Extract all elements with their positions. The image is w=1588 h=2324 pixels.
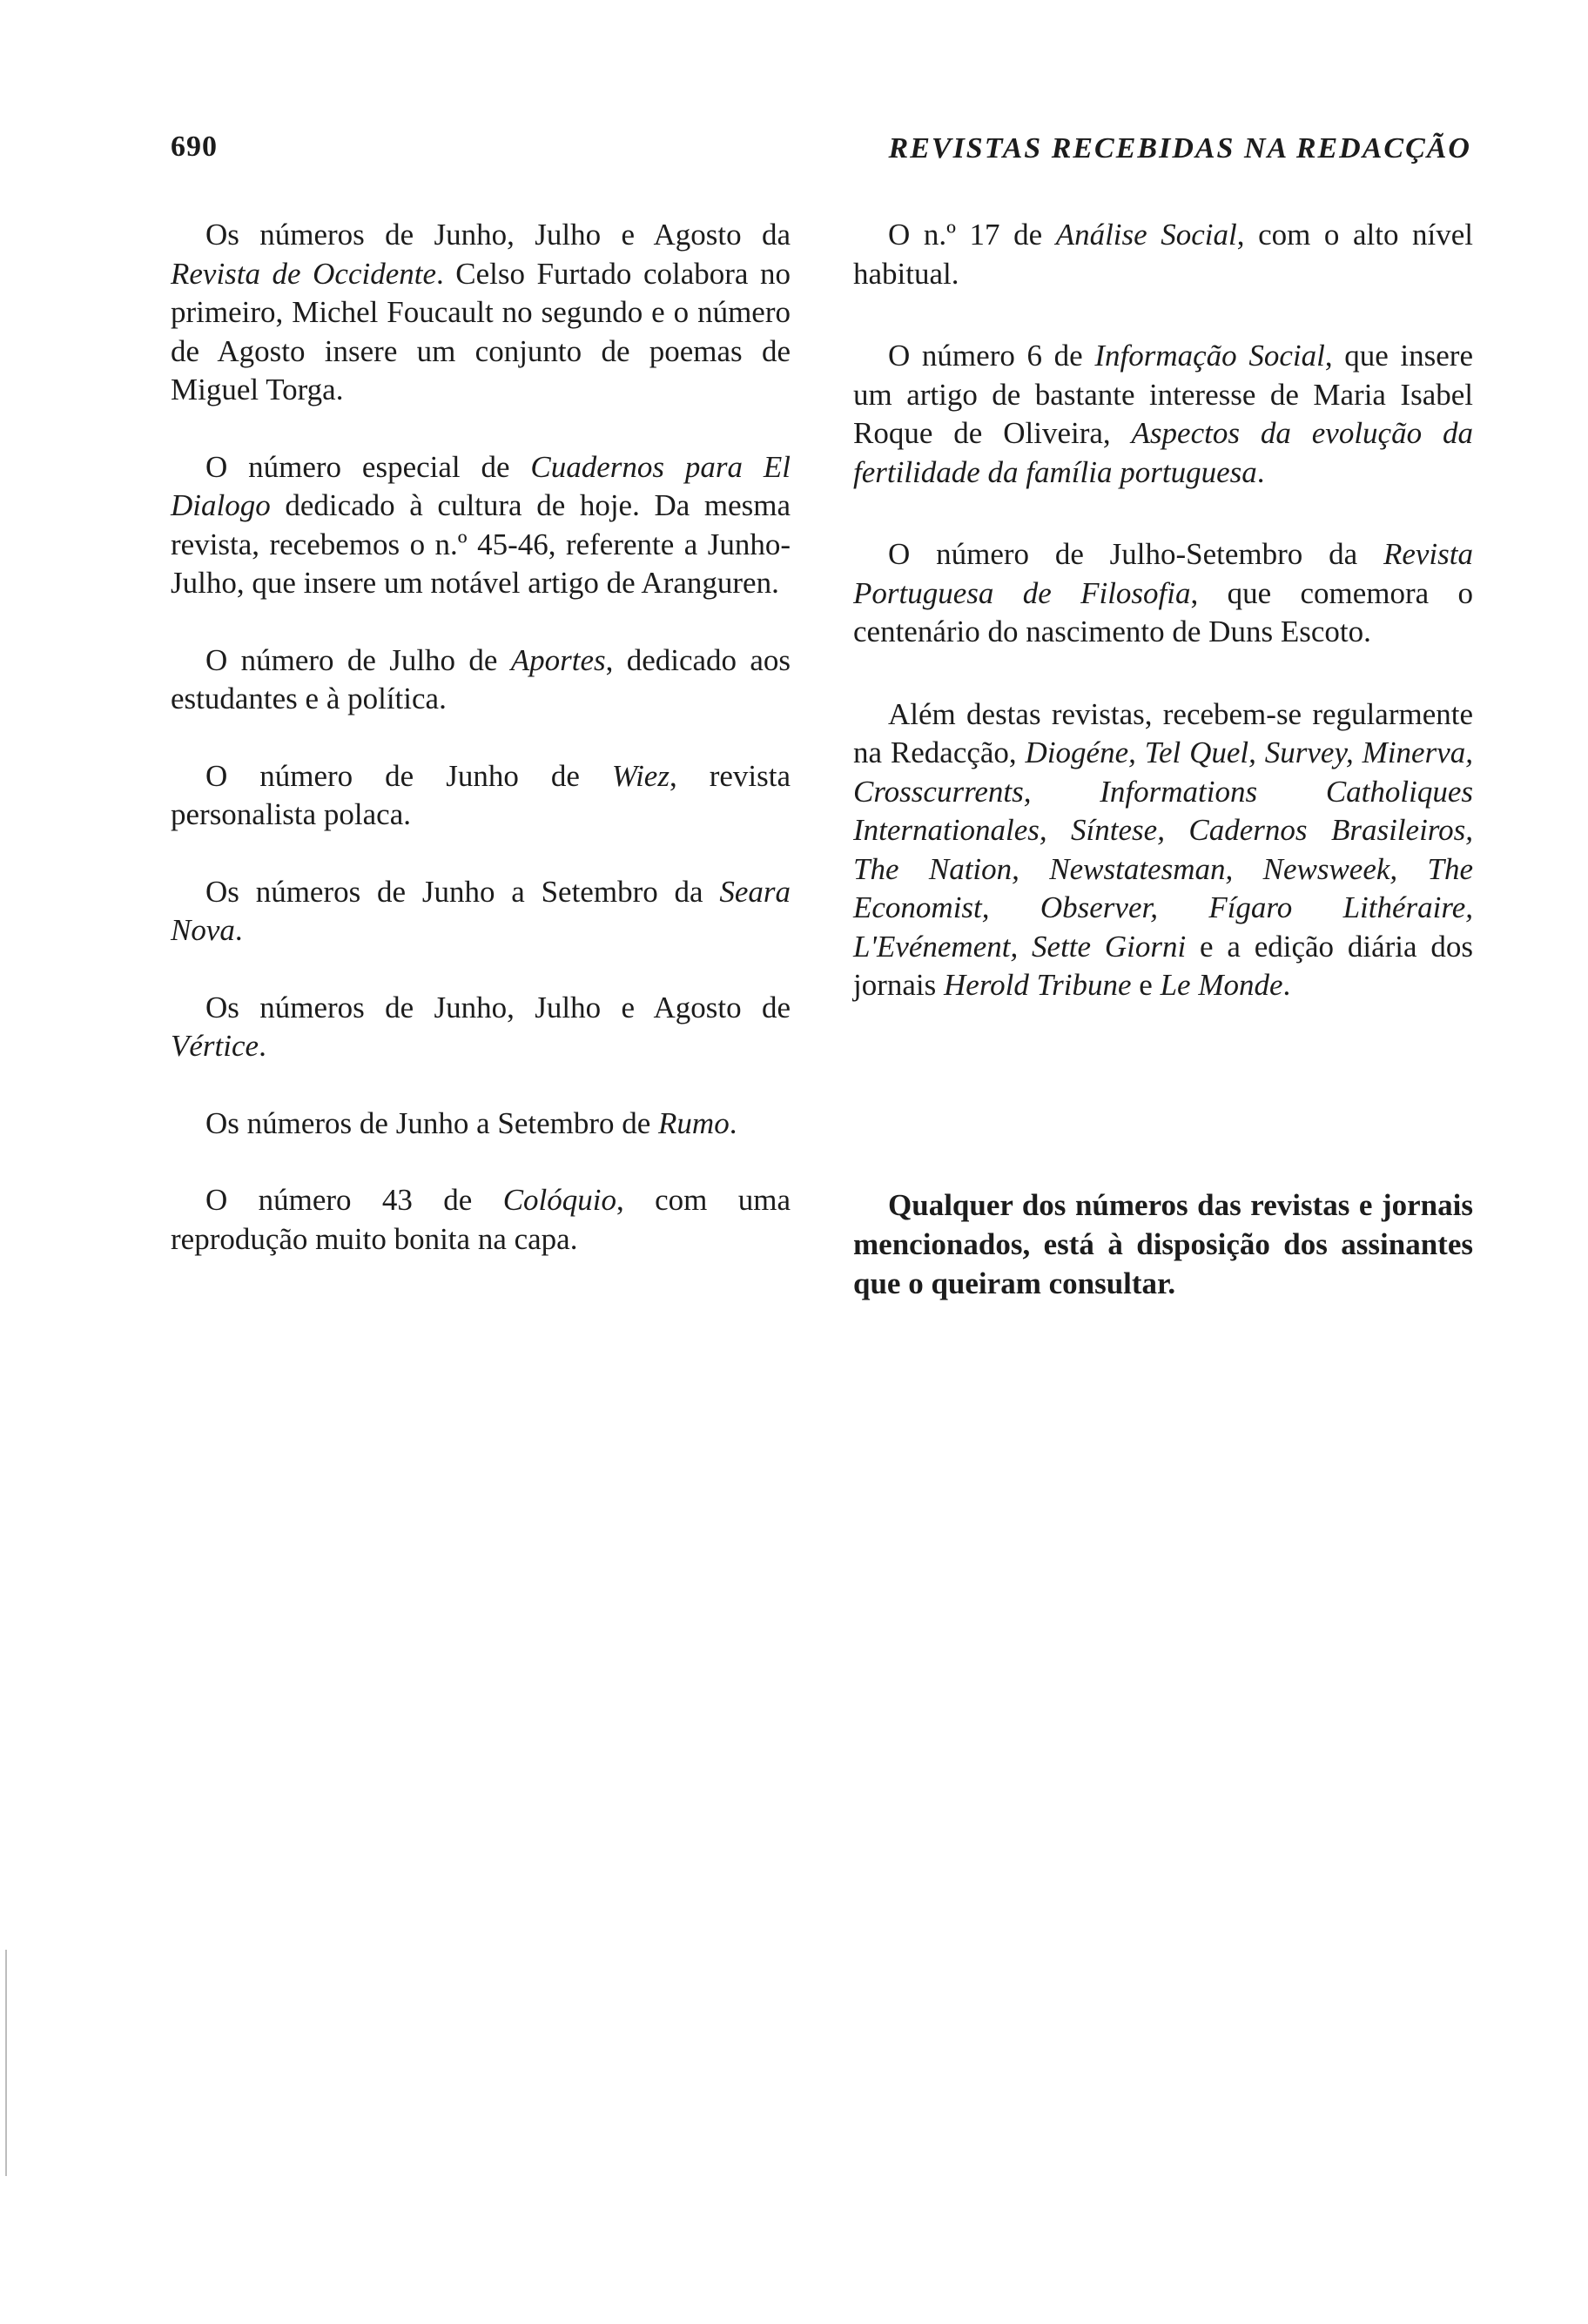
italic-title: Aspectos da evolução da fertilidade da família portuguesa — [853, 416, 1473, 489]
italic-title: Le Monde — [1160, 968, 1283, 1002]
italic-title: Revista Portuguesa de Filosofia — [853, 537, 1473, 610]
running-head: REVISTAS RECEBIDAS NA REDACÇÃO — [888, 132, 1471, 165]
entry-text: . — [1256, 454, 1265, 489]
entry-paragraph — [171, 1105, 791, 1144]
entry-text: O n.º 17 de — [888, 218, 1056, 252]
entry-paragraph — [171, 448, 791, 603]
entry-text: Além destas revistas, recebem-se regularmente na Redacção, — [853, 696, 1473, 769]
italic-title: Análise Social — [1055, 218, 1237, 252]
entry-text: . — [729, 1105, 737, 1140]
entry-text: O número 6 de — [888, 339, 1095, 373]
entry-text: , revista personalista polaca. — [171, 758, 791, 831]
entry-text: , com o alto nível habitual. — [853, 218, 1474, 291]
entry-text: O número especial de — [205, 449, 531, 484]
entry-text: . — [234, 913, 243, 947]
entry-text: Os números de Junho a Setembro da — [205, 874, 720, 909]
left-column — [171, 216, 791, 1259]
entry-text: dedicado à cultura de hoje. Da mesma revista, recebemos o n.º 45-46, referente a Junho-Julho, que insere um notável artigo de Aranguren. — [171, 488, 791, 600]
entry-paragraph — [853, 695, 1473, 1005]
entry-text: . — [259, 1029, 266, 1063]
entry-paragraph — [171, 1181, 791, 1259]
entry-text: . — [1282, 968, 1291, 1002]
scan-edge-rule — [5, 1950, 7, 2176]
italic-title: Diogéne, Tel Quel, Survey, Minerva, Crosscurrents, Informations Catholiques Internationales, Síntese, Cadernos Brasileiros, The Nation, Newstatesman, Newsweek, The Economist, Observer, Fígaro Lithéraire, L'Evénement, Sette Giorni — [853, 735, 1473, 964]
entry-paragraph — [853, 216, 1473, 293]
italic-title: Wiez — [611, 758, 670, 793]
entry-paragraph — [171, 873, 791, 950]
entry-text: , dedicado aos estudantes e à política. — [171, 642, 791, 715]
italic-title: Rumo — [658, 1105, 730, 1140]
entry-paragraph — [853, 337, 1473, 492]
italic-title: Aportes — [510, 642, 606, 677]
italic-title: Revista de Occidente — [171, 256, 436, 291]
entry-text: O número de Julho-Setembro da — [888, 537, 1383, 571]
entry-paragraph — [171, 641, 791, 719]
subscriber-notice: Qualquer dos números das revistas e jornais mencionados, está à disposição dos assinantes que o queiram consultar. — [853, 1188, 1473, 1300]
italic-title: Seara Nova — [171, 874, 791, 947]
entry-text: O número de Junho de — [205, 758, 612, 793]
entry-text: O número de Julho de — [205, 642, 511, 677]
entry-paragraph — [171, 216, 791, 410]
entry-text: , que comemora o centenário do nascimento de Duns Escoto. — [853, 575, 1474, 648]
entry-text: . Celso Furtado colabora no primeiro, Michel Foucault no segundo e o número de Agosto insere um conjunto de poemas de Miguel Torga. — [171, 256, 791, 406]
entry-paragraph — [171, 757, 791, 835]
italic-title: Cuadernos para El Dialogo — [171, 449, 791, 522]
entry-text: Os números de Junho, Julho e Agosto de — [205, 990, 791, 1024]
entry-text: e a edição diária dos jornais — [853, 929, 1473, 1002]
entry-text: Os números de Junho a Setembro de — [205, 1105, 659, 1140]
entry-text: O número 43 de — [205, 1183, 503, 1217]
italic-title: Colóquio — [502, 1183, 616, 1217]
italic-title: Herold Tribune — [944, 968, 1132, 1002]
entry-text: Os números de Junho, Julho e Agosto da — [205, 218, 791, 252]
entry-text: e — [1131, 968, 1161, 1002]
entry-text: , com uma reprodução muito bonita na capa. — [171, 1183, 791, 1256]
entry-paragraph — [171, 989, 791, 1066]
italic-title: Vértice — [171, 1029, 259, 1063]
right-column — [853, 216, 1473, 1005]
entry-text: , que insere um artigo de bastante interesse de Maria Isabel Roque de Oliveira, — [853, 339, 1473, 450]
page-number: 690 — [171, 131, 218, 163]
entry-paragraph — [853, 535, 1473, 652]
italic-title: Informação Social — [1094, 339, 1325, 373]
